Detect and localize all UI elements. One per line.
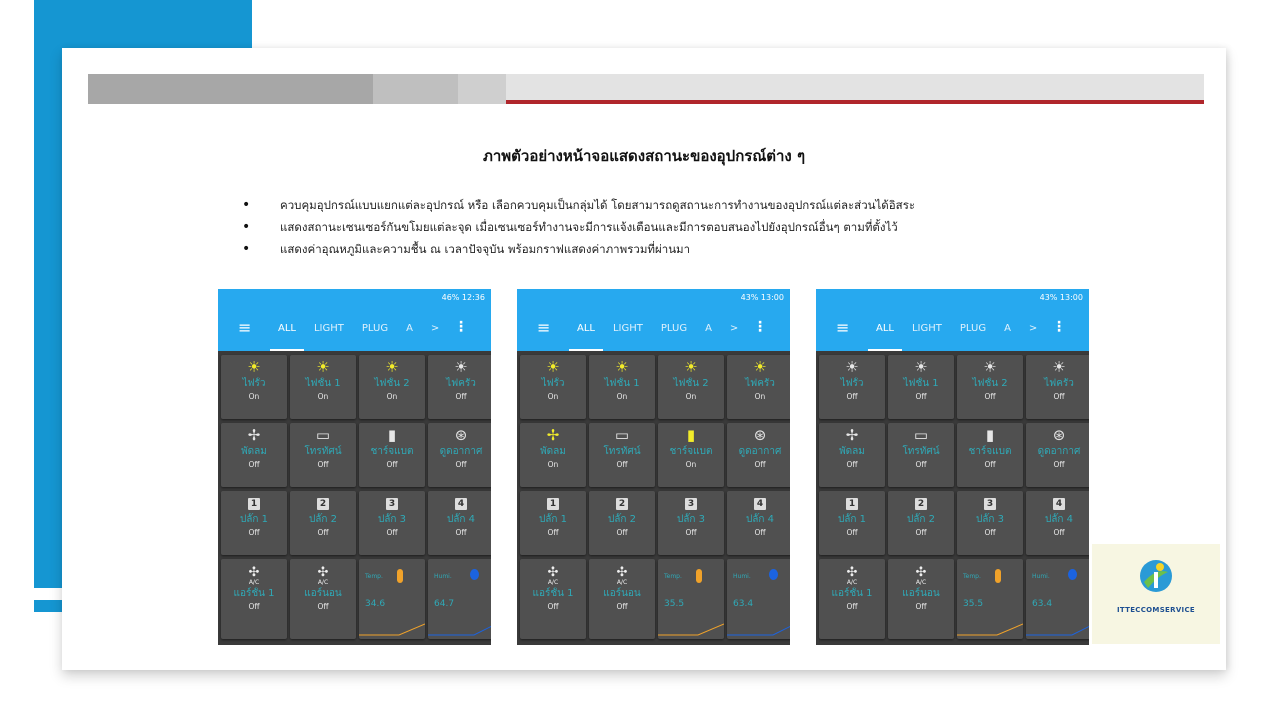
device-name: ไฟรั้ว	[840, 378, 864, 389]
device-tile[interactable]	[819, 355, 885, 419]
device-name: แอร์ชั้น 1	[831, 588, 873, 599]
device-state: Off	[386, 460, 398, 469]
device-state: On	[248, 392, 260, 401]
humidity-tile[interactable]	[428, 559, 491, 639]
app-bar	[517, 307, 790, 351]
device-state: Off	[915, 602, 927, 611]
device-name: โทรทัศน์	[902, 446, 940, 457]
device-name: ไฟชั้น 2	[972, 378, 1008, 389]
tab-bar	[278, 307, 457, 351]
thermometer-icon	[995, 569, 1001, 583]
blue-accent-side	[34, 0, 62, 588]
logo-icon	[1138, 558, 1174, 594]
company-logo	[1092, 544, 1220, 644]
device-name: โทรทัศน์	[304, 446, 342, 457]
sensor-label: Humi.	[733, 573, 751, 580]
tab-plug[interactable]: PLUG	[660, 323, 688, 334]
tab-scroll-right-icon[interactable]: >	[729, 323, 739, 334]
plug-number-icon: 3	[386, 498, 398, 510]
device-tile[interactable]	[957, 423, 1023, 487]
device-state: Off	[547, 602, 559, 611]
sensor-sparkline	[658, 622, 724, 636]
sensor-value: 63.4	[1032, 599, 1053, 609]
device-state: Off	[754, 528, 766, 537]
device-state: Off	[317, 602, 329, 611]
menu-icon[interactable]: ≡	[836, 318, 850, 337]
ac-sub-label: A/C	[317, 579, 329, 586]
sensor-label: Temp.	[664, 573, 682, 580]
plug-number-icon: 3	[984, 498, 996, 510]
tab-all[interactable]: ALL	[278, 307, 296, 351]
device-tile[interactable]	[359, 423, 425, 487]
bulb-icon: ☀	[983, 358, 997, 376]
menu-icon[interactable]: ≡	[537, 318, 551, 337]
device-tile[interactable]	[221, 355, 287, 419]
device-name: โทรทัศน์	[603, 446, 641, 457]
tab-plug[interactable]: PLUG	[361, 323, 389, 334]
app-bar	[218, 307, 491, 351]
device-state: Off	[846, 460, 858, 469]
plug-number-icon: 3	[685, 498, 697, 510]
device-tile[interactable]	[520, 559, 586, 639]
bulb-icon: ☀	[247, 358, 261, 376]
device-state: Off	[846, 392, 858, 401]
header-segment	[373, 74, 458, 104]
device-tile[interactable]	[658, 423, 724, 487]
sensor-value: 35.5	[664, 599, 685, 609]
plug-number-icon: 2	[317, 498, 329, 510]
logo-text: ITTECCOMSERVICE	[1117, 606, 1195, 614]
device-name: ไฟชั้น 1	[604, 378, 640, 389]
device-tile[interactable]	[589, 559, 655, 639]
status-bar: 43% 13:00	[517, 289, 790, 307]
device-state: Off	[846, 602, 858, 611]
device-tile[interactable]	[290, 559, 356, 639]
device-state: Off	[547, 528, 559, 537]
device-state: Off	[1053, 528, 1065, 537]
tab-all[interactable]: ALL	[577, 307, 595, 351]
air-conditioner-icon: ✣	[317, 565, 329, 580]
exhaust-fan-icon: ⊛	[753, 426, 767, 444]
device-tile[interactable]	[290, 355, 356, 419]
water-drop-icon	[1068, 569, 1077, 580]
device-tile[interactable]	[520, 423, 586, 487]
device-tile[interactable]	[819, 423, 885, 487]
device-state: Off	[1053, 460, 1065, 469]
device-tile[interactable]	[221, 559, 287, 639]
device-name: ไฟรั้ว	[541, 378, 565, 389]
ac-sub-label: A/C	[248, 579, 260, 586]
overflow-menu-icon[interactable]: ⋮	[454, 319, 468, 335]
sensor-label: Temp.	[963, 573, 981, 580]
phone-screen	[816, 289, 1089, 645]
sensor-value: 64.7	[434, 599, 455, 609]
device-name: ดูดอากาศ	[1037, 446, 1081, 457]
temperature-tile[interactable]	[359, 559, 425, 639]
device-state: Off	[317, 460, 329, 469]
device-tile[interactable]	[727, 423, 790, 487]
device-tile[interactable]	[290, 423, 356, 487]
device-name: ไฟรั้ว	[242, 378, 266, 389]
device-name: ปลั๊ก 3	[676, 514, 706, 525]
device-name: ปลั๊ก 3	[975, 514, 1005, 525]
thermometer-icon	[696, 569, 702, 583]
device-tile[interactable]	[727, 355, 790, 419]
device-name: แอร์นอน	[902, 588, 940, 599]
device-tile[interactable]	[428, 423, 491, 487]
plug-number-icon: 4	[754, 498, 766, 510]
tv-icon: ▭	[913, 426, 929, 444]
sensor-sparkline	[957, 622, 1023, 636]
phone-screen	[517, 289, 790, 645]
bulb-icon: ☀	[546, 358, 560, 376]
bulb-icon: ☀	[845, 358, 859, 376]
device-tile[interactable]	[359, 355, 425, 419]
device-name: ปลั๊ก 1	[239, 514, 269, 525]
sensor-sparkline	[727, 622, 790, 636]
device-state: Off	[915, 392, 927, 401]
sensor-value: 63.4	[733, 599, 754, 609]
device-tile[interactable]	[888, 559, 954, 639]
device-state: Off	[984, 460, 996, 469]
device-name: พัดลม	[540, 446, 566, 457]
device-tile[interactable]	[888, 491, 954, 555]
air-conditioner-icon: ✣	[915, 565, 927, 580]
device-name: ปลั๊ก 1	[538, 514, 568, 525]
device-tile[interactable]	[888, 355, 954, 419]
device-name: ดูดอากาศ	[439, 446, 483, 457]
status-bar: 46% 12:36	[218, 289, 491, 307]
plug-number-icon: 1	[846, 498, 858, 510]
device-state: Off	[455, 460, 467, 469]
device-state: Off	[984, 528, 996, 537]
device-name: ไฟครัว	[1044, 378, 1074, 389]
device-tile[interactable]	[658, 355, 724, 419]
device-state: Off	[616, 602, 628, 611]
device-tile[interactable]	[957, 491, 1023, 555]
sensor-sparkline	[359, 622, 425, 636]
device-tile[interactable]	[1026, 491, 1089, 555]
device-tile[interactable]	[727, 491, 790, 555]
tab-a[interactable]: A	[406, 323, 413, 334]
bulb-icon: ☀	[385, 358, 399, 376]
thermometer-icon	[397, 569, 403, 583]
device-state: Off	[248, 460, 260, 469]
bulb-icon: ☀	[684, 358, 698, 376]
device-state: Off	[754, 460, 766, 469]
blue-accent-bottom	[34, 600, 62, 612]
sensor-label: Temp.	[365, 573, 383, 580]
header-red-line	[506, 100, 1204, 104]
device-name: ชาร์จแบต	[669, 446, 713, 457]
device-name: ปลั๊ก 4	[745, 514, 775, 525]
sensor-label: Humi.	[1032, 573, 1050, 580]
device-tile[interactable]	[589, 491, 655, 555]
sensor-sparkline	[428, 622, 491, 636]
temperature-tile[interactable]	[658, 559, 724, 639]
device-name: ไฟชั้น 1	[903, 378, 939, 389]
device-tile[interactable]	[589, 355, 655, 419]
device-tile[interactable]	[221, 491, 287, 555]
device-state: Off	[846, 528, 858, 537]
device-state: Off	[317, 528, 329, 537]
plug-number-icon: 4	[455, 498, 467, 510]
temperature-tile[interactable]	[957, 559, 1023, 639]
device-state: On	[685, 460, 697, 469]
device-state: Off	[455, 392, 467, 401]
tab-plug[interactable]: PLUG	[959, 323, 987, 334]
device-tile[interactable]	[520, 355, 586, 419]
battery-icon: ▮	[985, 426, 995, 444]
water-drop-icon	[470, 569, 479, 580]
air-conditioner-icon: ✣	[547, 565, 559, 580]
air-conditioner-icon: ✣	[248, 565, 260, 580]
device-state: On	[547, 460, 559, 469]
tv-icon: ▭	[614, 426, 630, 444]
overflow-menu-icon[interactable]: ⋮	[753, 319, 767, 335]
blue-accent-top	[34, 0, 252, 48]
tab-scroll-right-icon[interactable]: >	[1028, 323, 1038, 334]
device-name: พัดลม	[839, 446, 865, 457]
device-grid	[517, 351, 790, 623]
header-segment	[88, 74, 373, 104]
device-state: Off	[984, 392, 996, 401]
ac-sub-label: A/C	[915, 579, 927, 586]
device-tile[interactable]	[221, 423, 287, 487]
device-tile[interactable]	[1026, 355, 1089, 419]
device-name: ไฟชั้น 2	[374, 378, 410, 389]
device-name: พัดลม	[241, 446, 267, 457]
bulb-icon: ☀	[1052, 358, 1066, 376]
tab-bar	[577, 307, 756, 351]
bullet-item: • ควบคุมอุปกรณ์แบบแยกแต่ละอุปกรณ์ หรือ เลือกควบคุมเป็นกลุ่มได้ โดยสามารถดูสถานะการทำงานของอุปกรณ์แต่ละส่วนได้อิสระ	[242, 194, 1142, 216]
water-drop-icon	[769, 569, 778, 580]
ac-sub-label: A/C	[616, 579, 628, 586]
device-tile[interactable]	[290, 491, 356, 555]
device-tile[interactable]	[428, 491, 491, 555]
plug-number-icon: 1	[248, 498, 260, 510]
plug-number-icon: 2	[915, 498, 927, 510]
fan-icon: ✢	[845, 426, 859, 444]
fan-icon: ✢	[247, 426, 261, 444]
device-name: แอร์ชั้น 1	[532, 588, 574, 599]
ac-sub-label: A/C	[547, 579, 559, 586]
tab-a[interactable]: A	[1004, 323, 1011, 334]
device-name: ปลั๊ก 2	[607, 514, 637, 525]
device-state: Off	[1053, 392, 1065, 401]
device-tile[interactable]	[520, 491, 586, 555]
bullet-list	[242, 194, 1142, 260]
device-tile[interactable]	[658, 491, 724, 555]
phone-screen	[218, 289, 491, 645]
device-state: Off	[455, 528, 467, 537]
device-name: ปลั๊ก 2	[906, 514, 936, 525]
sensor-label: Humi.	[434, 573, 452, 580]
device-grid	[816, 351, 1089, 623]
battery-icon: ▮	[387, 426, 397, 444]
air-conditioner-icon: ✣	[616, 565, 628, 580]
device-state: Off	[248, 602, 260, 611]
device-name: ไฟครัว	[446, 378, 476, 389]
device-name: ชาร์จแบต	[370, 446, 414, 457]
device-state: Off	[685, 528, 697, 537]
device-state: On	[386, 392, 398, 401]
device-name: ปลั๊ก 4	[446, 514, 476, 525]
device-name: ดูดอากาศ	[738, 446, 782, 457]
device-state: On	[547, 392, 559, 401]
menu-icon[interactable]: ≡	[238, 318, 252, 337]
device-state: On	[616, 392, 628, 401]
device-state: Off	[616, 528, 628, 537]
device-tile[interactable]	[819, 559, 885, 639]
tv-icon: ▭	[315, 426, 331, 444]
device-name: แอร์ชั้น 1	[233, 588, 275, 599]
ac-sub-label: A/C	[846, 579, 858, 586]
device-name: ปลั๊ก 1	[837, 514, 867, 525]
device-name: ไฟชั้น 1	[305, 378, 341, 389]
device-name: ชาร์จแบต	[968, 446, 1012, 457]
bullet-item: • แสดงค่าอุณหภูมิและความชื้น ณ เวลาปัจจุบัน พร้อมกราฟแสดงค่าภาพรวมที่ผ่านมา	[242, 238, 1142, 260]
device-tile[interactable]	[819, 491, 885, 555]
device-state: On	[685, 392, 697, 401]
sensor-value: 34.6	[365, 599, 386, 609]
header-bar	[88, 74, 1204, 104]
device-state: On	[317, 392, 329, 401]
device-state: Off	[915, 528, 927, 537]
overflow-menu-icon[interactable]: ⋮	[1052, 319, 1066, 335]
slide-title: ภาพตัวอย่างหน้าจอแสดงสถานะของอุปกรณ์ต่าง ๆ	[482, 147, 806, 165]
device-name: ปลั๊ก 2	[308, 514, 338, 525]
device-name: แอร์นอน	[304, 588, 342, 599]
device-state: Off	[248, 528, 260, 537]
app-bar	[816, 307, 1089, 351]
device-name: ปลั๊ก 3	[377, 514, 407, 525]
device-tile[interactable]	[957, 355, 1023, 419]
device-state: Off	[386, 528, 398, 537]
bullet-item: • แสดงสถานะเซนเซอร์กันขโมยแต่ละจุด เมื่อเซนเซอร์ทำงานจะมีการแจ้งเตือนและมีการตอบสนองไปยังอุปกรณ์อื่นๆ ตามที่ตั้งไว้	[242, 216, 1142, 238]
bulb-icon: ☀	[753, 358, 767, 376]
bulb-icon: ☀	[615, 358, 629, 376]
device-grid	[218, 351, 491, 623]
battery-icon: ▮	[686, 426, 696, 444]
device-state: On	[754, 392, 766, 401]
tab-scroll-right-icon[interactable]: >	[430, 323, 440, 334]
sensor-sparkline	[1026, 622, 1089, 636]
device-tile[interactable]	[589, 423, 655, 487]
humidity-tile[interactable]	[727, 559, 790, 639]
exhaust-fan-icon: ⊛	[1052, 426, 1066, 444]
tab-light[interactable]: LIGHT	[612, 323, 643, 334]
bulb-icon: ☀	[316, 358, 330, 376]
device-name: แอร์นอน	[603, 588, 641, 599]
device-state: Off	[915, 460, 927, 469]
device-state: Off	[616, 460, 628, 469]
device-tile[interactable]	[428, 355, 491, 419]
fan-icon: ✢	[546, 426, 560, 444]
device-name: ไฟชั้น 2	[673, 378, 709, 389]
header-segment	[458, 74, 506, 104]
tab-light[interactable]: LIGHT	[313, 323, 344, 334]
device-name: ไฟครัว	[745, 378, 775, 389]
device-name: ปลั๊ก 4	[1044, 514, 1074, 525]
bulb-icon: ☀	[914, 358, 928, 376]
device-tile[interactable]	[1026, 423, 1089, 487]
device-tile[interactable]	[888, 423, 954, 487]
plug-number-icon: 1	[547, 498, 559, 510]
tab-light[interactable]: LIGHT	[911, 323, 942, 334]
sensor-value: 35.5	[963, 599, 984, 609]
status-bar: 43% 13:00	[816, 289, 1089, 307]
exhaust-fan-icon: ⊛	[454, 426, 468, 444]
tab-all[interactable]: ALL	[876, 307, 894, 351]
plug-number-icon: 4	[1053, 498, 1065, 510]
humidity-tile[interactable]	[1026, 559, 1089, 639]
tab-bar	[876, 307, 1055, 351]
plug-number-icon: 2	[616, 498, 628, 510]
air-conditioner-icon: ✣	[846, 565, 858, 580]
device-tile[interactable]	[359, 491, 425, 555]
tab-a[interactable]: A	[705, 323, 712, 334]
bulb-icon: ☀	[454, 358, 468, 376]
